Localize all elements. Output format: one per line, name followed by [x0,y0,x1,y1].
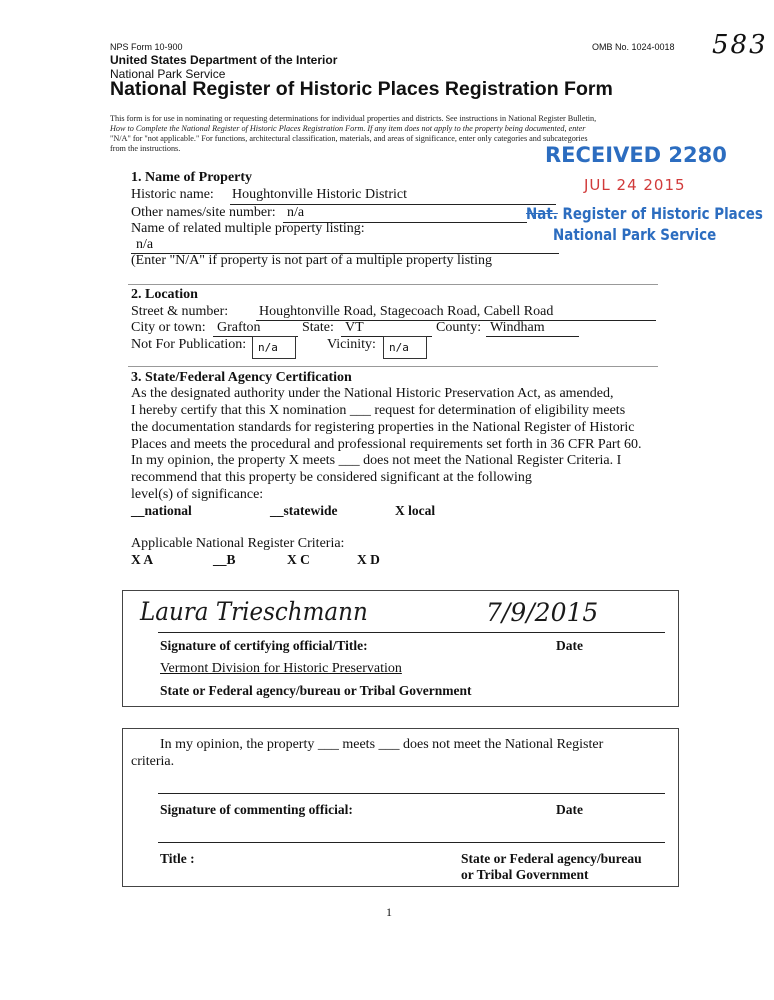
city-value: Grafton [217,320,261,335]
certifying-agency-name: Vermont Division for Historic Preservation [160,661,402,676]
county-value: Windham [490,320,545,335]
received-date-stamp: JUL 24 2015 [584,176,686,194]
certification-line-7: level(s) of significance: [131,487,264,502]
multiple-listing-value: n/a [136,237,154,252]
commenting-date-label: Date [556,802,583,817]
stamp-nps-line: National Park Service [553,225,717,244]
state-label: State: [302,320,334,335]
historic-name-label: Historic name: [131,187,214,202]
criterion-c: X C [287,552,310,567]
certification-line-5: In my opinion, the property X meets ___ does not meet the National Register Criteria. I [131,453,622,468]
certification-line-2: I hereby certify that this X nomination ___ request for determination of eligibility meets [131,403,626,418]
multiple-listing-note: (Enter "N/A" if property is not part of a multiple property listing [131,253,492,268]
agency: National Park Service [110,67,226,81]
county-label: County: [436,320,482,335]
criterion-d: X D [357,552,380,567]
commenting-title-label: Title : [160,851,195,866]
other-names-label: Other names/site number: [131,205,276,220]
stamp-register-line [526,204,763,223]
certification-line-4: Places and meets the procedural and professional requirements set forth in 36 CFR Part 60. [131,437,642,452]
commenting-opinion-line-1: In my opinion, the property ___ meets ___ does not meet the National Register [160,737,604,752]
street-label: Street & number: [131,304,229,319]
level-statewide: __statewide [270,503,338,518]
certifying-date-label: Date [556,638,583,653]
certifying-signature: Laura Trieschmann [140,597,368,626]
instructions-line-2: How to Complete the National Register of Historic Places Registration Form. If any item does not apply to the property being documented, enter [110,124,586,133]
commenting-agency-label-1: State or Federal agency/bureau [461,851,642,866]
omb-number: OMB No. 1024-0018 [592,42,675,52]
criterion-b: __B [213,552,236,567]
form-title: National Register of Historic Places Registration Form [110,78,613,100]
form-number: NPS Form 10-900 [110,42,183,52]
page-tag: 583 [712,30,768,60]
instructions-line-1: This form is for use in nominating or requesting determinations for individual properties and districts. See instructions in National Register Bulletin, [110,114,597,123]
criterion-a: X A [131,552,154,567]
stamp-struck-text: Nat. [526,204,558,223]
criteria-label: Applicable National Register Criteria: [131,536,345,551]
certification-line-1: As the designated authority under the National Historic Preservation Act, as amended, [131,386,614,401]
certifying-agency-label: State or Federal agency/bureau or Tribal Government [160,683,472,698]
stamp-register-text: Register of Historic Places [557,204,763,223]
multiple-listing-label: Name of related multiple property listing: [131,221,365,236]
not-for-publication-label: Not For Publication: [131,337,247,352]
certifying-signature-date: 7/9/2015 [486,598,599,627]
instructions-line-3: "N/A" for "not applicable." For functions, architectural classification, materials, and areas of significance, enter only categories and subcategories [110,134,588,143]
section1-heading: 1. Name of Property [131,170,253,185]
certifying-signature-label: Signature of certifying official/Title: [160,638,368,653]
level-local: X local [395,503,436,518]
vicinity-label: Vicinity: [327,337,376,352]
not-for-publication-field[interactable]: n/a [252,336,296,359]
historic-name-value: Houghtonville Historic District [232,187,407,202]
commenting-opinion-line-2: criteria. [131,754,175,769]
other-names-value: n/a [287,205,305,220]
level-national: __national [131,503,192,518]
section2-heading: 2. Location [131,287,198,302]
certification-line-3: the documentation standards for registering properties in the National Register of Historic [131,420,635,435]
department: United States Department of the Interior [110,53,338,67]
received-stamp: RECEIVED 2280 [545,143,727,167]
vicinity-field[interactable]: n/a [383,336,427,359]
street-value: Houghtonville Road, Stagecoach Road, Cabell Road [259,304,554,319]
city-label: City or town: [131,320,206,335]
section3-heading: 3. State/Federal Agency Certification [131,370,352,385]
page-number: 1 [386,905,392,919]
certification-line-6: recommend that this property be considered significant at the following [131,470,532,485]
state-value: VT [345,320,364,335]
commenting-agency-label-2: or Tribal Government [461,867,589,882]
instructions-line-4: from the instructions. [110,144,181,153]
commenting-signature-label: Signature of commenting official: [160,802,353,817]
